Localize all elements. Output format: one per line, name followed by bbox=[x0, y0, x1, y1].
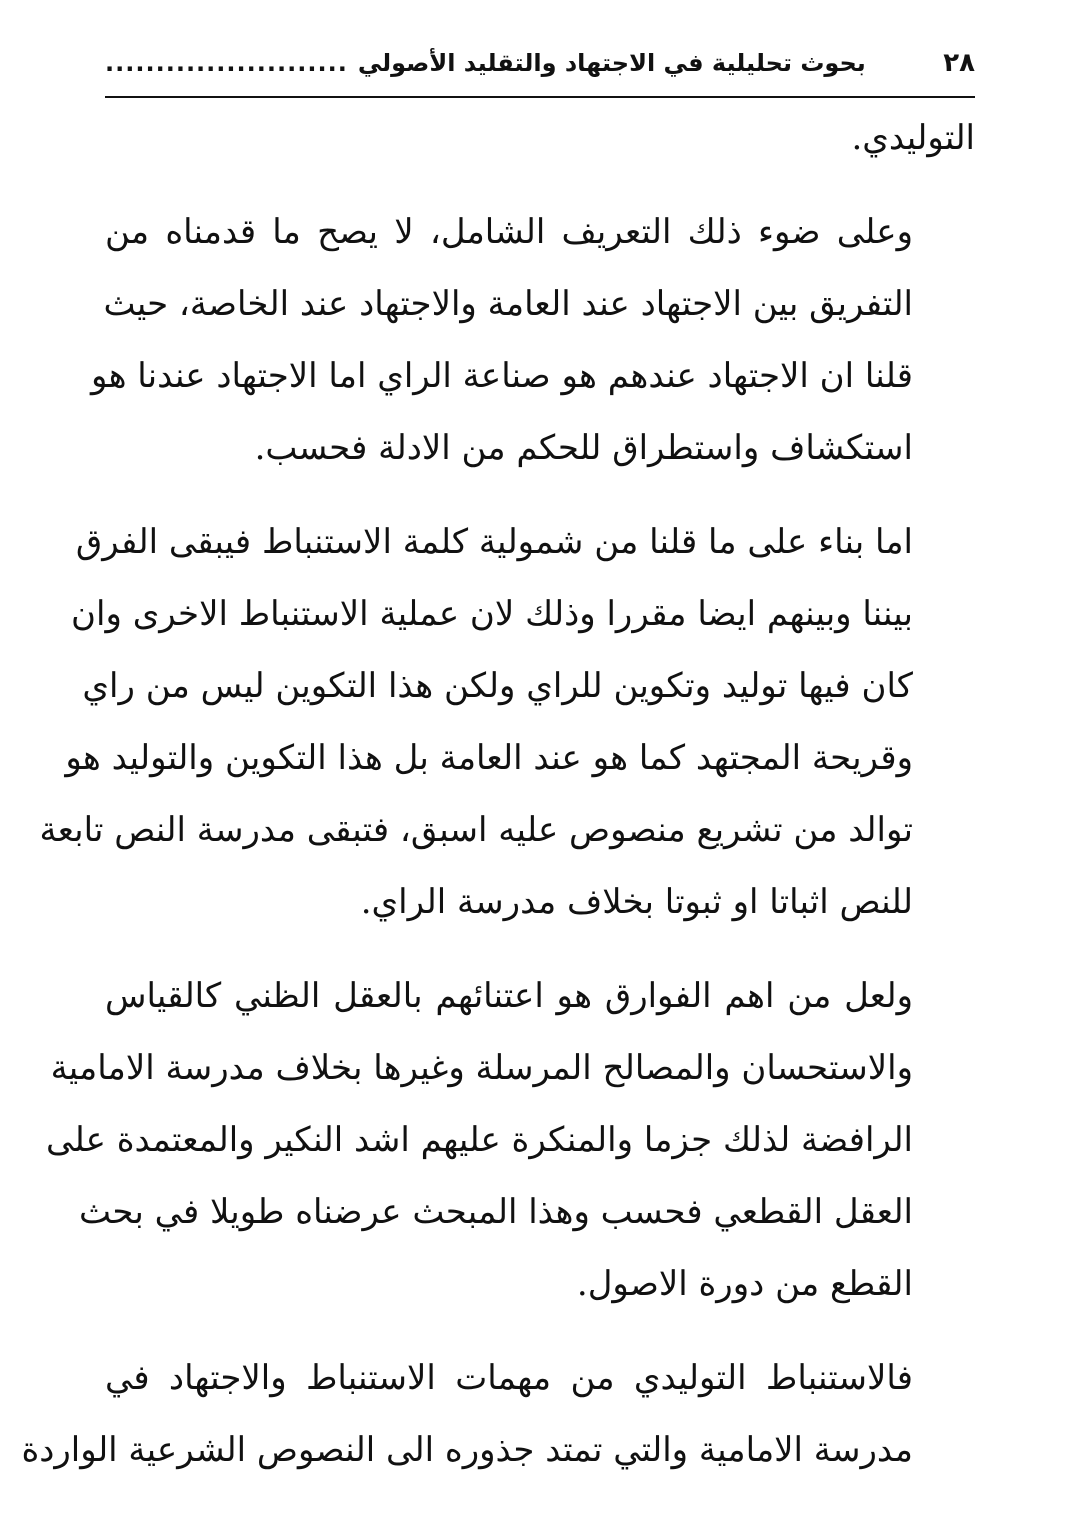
text-line: وعلى ضوء ذلك التعريف الشامل، لا يصح ما قدمناه من bbox=[105, 212, 913, 252]
text-line: توالد من تشريع منصوص عليه اسبق، فتبقى مدرسة النص تابعة bbox=[39, 810, 913, 850]
text-line: فالاستنباط التوليدي من مهمات الاستنباط والاجتهاد في bbox=[105, 1358, 913, 1398]
text-line: الرافضة لذلك جزما والمنكرة عليهم اشد النكير والمعتمدة على bbox=[46, 1120, 913, 1160]
text-line: القطع من دورة الاصول. bbox=[576, 1264, 913, 1304]
text-line: التفريق بين الاجتهاد عند العامة والاجتهاد عند الخاصة، حيث bbox=[103, 284, 913, 324]
page-number: ٢٨ bbox=[943, 48, 975, 78]
text-line: استكشاف واستطراق للحكم من الادلة فحسب. bbox=[254, 428, 913, 468]
paragraph-4 bbox=[21, 1342, 975, 1486]
header-title-group bbox=[105, 40, 866, 86]
text-line: اما بناء على ما قلنا من شمولية كلمة الاستنباط فيبقى الفرق bbox=[75, 522, 913, 562]
header-leader-dots: ........................ bbox=[105, 49, 348, 77]
text-line: بيننا وبينهم ايضا مقررا وذلك لان عملية الاستنباط الاخرى وان bbox=[71, 594, 913, 634]
paragraph-1 bbox=[91, 196, 975, 484]
text-line: والاستحسان والمصالح المرسلة وغيرها بخلاف مدرسة الامامية bbox=[50, 1048, 913, 1088]
text-line: وقريحة المجتهد كما هو عند العامة بل هذا التكوين والتوليد هو bbox=[65, 738, 913, 778]
text-line: ولعل من اهم الفوارق هو اعتنائهم بالعقل الظني كالقياس bbox=[105, 976, 913, 1016]
text-line: مدرسة الامامية والتي تمتد جذوره الى النصوص الشرعية الواردة bbox=[21, 1430, 913, 1470]
paragraph-3 bbox=[46, 960, 975, 1320]
text-line: قلنا ان الاجتهاد عندهم هو صناعة الراي اما الاجتهاد عندنا هو bbox=[91, 356, 913, 396]
text-line: كان فيها توليد وتكوين للراي ولكن هذا التكوين ليس من راي bbox=[82, 666, 913, 706]
running-title: بحوث تحليلية في الاجتهاد والتقليد الأصولي bbox=[357, 49, 866, 77]
paragraph-continuation bbox=[105, 102, 975, 174]
page-body bbox=[21, 102, 975, 1486]
text-line: للنص اثباتا او ثبوتا بخلاف مدرسة الراي. bbox=[360, 882, 913, 922]
page-header bbox=[105, 40, 975, 98]
text-line: العقل القطعي فحسب وهذا المبحث عرضناه طويلا في بحث bbox=[79, 1192, 913, 1232]
text-line: التوليدي. bbox=[851, 118, 975, 158]
paragraph-2 bbox=[39, 506, 975, 938]
book-page bbox=[21, 40, 975, 1508]
